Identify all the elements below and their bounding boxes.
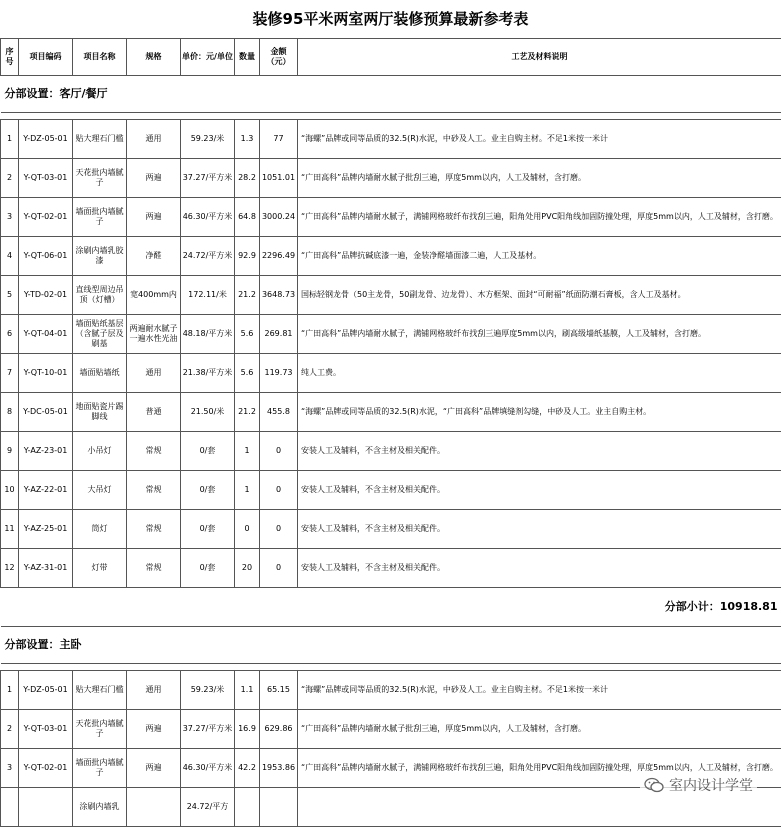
header-code: 项目编码 <box>19 39 73 76</box>
cell-name: 涂刷内墙乳 <box>73 788 127 827</box>
cell-spec: 通用 <box>127 354 181 393</box>
cell-price: 24.72/平方 <box>181 788 235 827</box>
cell-amount: 77 <box>260 120 298 159</box>
cell-code: Y-QT-03-01 <box>19 710 73 749</box>
table-row <box>1 671 781 710</box>
cell-qty: 28.2 <box>235 159 260 198</box>
table-row <box>1 198 781 237</box>
cell-seq: 2 <box>1 159 19 198</box>
cell-name: 灯带 <box>73 549 127 588</box>
cell-name: 墙面批内墙腻子 <box>73 749 127 788</box>
cell-qty: 1 <box>235 471 260 510</box>
cell-desc: 纯人工费。 <box>298 354 781 393</box>
watermark <box>640 773 757 797</box>
watermark-text: 室内设计学堂 <box>669 775 753 795</box>
header-name: 项目名称 <box>73 39 127 76</box>
cell-amount: 65.15 <box>260 671 298 710</box>
cell-price: 0/套 <box>181 549 235 588</box>
table-row <box>1 393 781 432</box>
subtotal-text: 分部小计：10918.81 <box>1 588 781 627</box>
header-qty: 数量 <box>235 39 260 76</box>
cell-seq: 1 <box>1 671 19 710</box>
cell-price: 37.27/平方米 <box>181 159 235 198</box>
cell-spec: 两遍 <box>127 749 181 788</box>
cell-spec: 通用 <box>127 671 181 710</box>
cell-seq: 3 <box>1 749 19 788</box>
cell-desc: “广田高科”品牌内墙耐水腻子，满铺网格玻纤布找刮三遍，阳角处用PVC阳角线加固防撞处理，厚度5mm以内，人工及辅材，含打磨。 <box>298 198 781 237</box>
cell-code: Y-QT-04-01 <box>19 315 73 354</box>
cell-desc: “海螺”品牌或同等品质的32.5(R)水泥，中砂及人工。业主自购主材。不足1米按一米计 <box>298 671 781 710</box>
cell-name: 小吊灯 <box>73 432 127 471</box>
gap-cell <box>1 664 781 671</box>
cell-price: 59.23/米 <box>181 671 235 710</box>
cell-seq: 6 <box>1 315 19 354</box>
cell-spec: 宽400mm内 <box>127 276 181 315</box>
cell-desc: 安装人工及辅料，不含主材及相关配件。 <box>298 510 781 549</box>
budget-table <box>0 38 781 827</box>
cell-price: 46.30/平方米 <box>181 198 235 237</box>
header-amount: 金额（元） <box>260 39 298 76</box>
subtotal-row <box>1 588 781 627</box>
cell-qty: 16.9 <box>235 710 260 749</box>
cell-seq: 8 <box>1 393 19 432</box>
cell-amount: 0 <box>260 432 298 471</box>
page-title: 装修95平米两室两厅装修预算最新参考表 <box>0 0 781 38</box>
section-gap <box>1 113 781 120</box>
cell-code: Y-DZ-05-01 <box>19 120 73 159</box>
cell-desc: 安装人工及辅料，不含主材及相关配件。 <box>298 432 781 471</box>
cell-price: 59.23/米 <box>181 120 235 159</box>
cell-qty: 21.2 <box>235 276 260 315</box>
cell-code: Y-QT-03-01 <box>19 159 73 198</box>
cell-price: 0/套 <box>181 471 235 510</box>
cell-amount: 0 <box>260 549 298 588</box>
cell-code: Y-QT-10-01 <box>19 354 73 393</box>
cell-qty: 0 <box>235 510 260 549</box>
cell-seq: 12 <box>1 549 19 588</box>
cell-code: Y-QT-06-01 <box>19 237 73 276</box>
cell-seq: 9 <box>1 432 19 471</box>
cell-code <box>19 788 73 827</box>
cell-seq: 10 <box>1 471 19 510</box>
cell-price: 24.72/平方米 <box>181 237 235 276</box>
cell-amount: 629.86 <box>260 710 298 749</box>
cell-name: 天花批内墙腻子 <box>73 710 127 749</box>
cell-seq: 2 <box>1 710 19 749</box>
cell-desc: “广田高科”品牌内墙耐水腻子批刮三遍，厚度5mm以内，人工及辅材，含打磨。 <box>298 710 781 749</box>
cell-amount: 3648.73 <box>260 276 298 315</box>
cell-spec: 常规 <box>127 471 181 510</box>
cell-name: 地面贴瓷片踢脚线 <box>73 393 127 432</box>
cell-seq: 7 <box>1 354 19 393</box>
cell-qty: 20 <box>235 549 260 588</box>
table-row <box>1 432 781 471</box>
cell-amount: 2296.49 <box>260 237 298 276</box>
cell-qty: 1 <box>235 432 260 471</box>
cell-code: Y-DC-05-01 <box>19 393 73 432</box>
cell-amount <box>260 788 298 827</box>
cell-desc: “广田高科”品牌内墙耐水腻子批刮三遍，厚度5mm以内，人工及辅材，含打磨。 <box>298 159 781 198</box>
cell-price: 37.27/平方米 <box>181 710 235 749</box>
table-row <box>1 510 781 549</box>
gap-cell <box>1 113 781 120</box>
cell-qty: 5.6 <box>235 354 260 393</box>
cell-price: 0/套 <box>181 432 235 471</box>
table-row <box>1 710 781 749</box>
cell-qty: 1.3 <box>235 120 260 159</box>
cell-seq: 4 <box>1 237 19 276</box>
cell-code: Y-AZ-31-01 <box>19 549 73 588</box>
cell-name: 贴大理石门槛 <box>73 120 127 159</box>
cell-desc: 国标轻钢龙骨（50主龙骨，50副龙骨、边龙骨）、木方框架、面封“可耐福”纸面防潮石膏板，含人工及基材。 <box>298 276 781 315</box>
cell-qty: 42.2 <box>235 749 260 788</box>
header-price: 单价：元/单位 <box>181 39 235 76</box>
header-seq: 序号 <box>1 39 19 76</box>
cell-desc: “广田高科”品牌抗碱底漆一遍，金装净醛墙面漆二遍，人工及基材。 <box>298 237 781 276</box>
cell-price: 0/套 <box>181 510 235 549</box>
cell-qty: 5.6 <box>235 315 260 354</box>
cell-seq: 1 <box>1 120 19 159</box>
cell-qty <box>235 788 260 827</box>
cell-amount: 455.8 <box>260 393 298 432</box>
section-label: 分部设置：客厅/餐厅 <box>1 76 781 113</box>
cell-desc: “海螺”品牌或同等品质的32.5(R)水泥，中砂及人工。业主自购主材。不足1米按一米计 <box>298 120 781 159</box>
cell-spec: 常规 <box>127 432 181 471</box>
cell-amount: 269.81 <box>260 315 298 354</box>
cell-amount: 1953.86 <box>260 749 298 788</box>
table-row <box>1 315 781 354</box>
table-row <box>1 471 781 510</box>
cell-spec: 两遍耐水腻子一遍水性光油 <box>127 315 181 354</box>
cell-spec: 通用 <box>127 120 181 159</box>
cell-desc: “海螺”品牌或同等品质的32.5(R)水泥，“广田高科”品牌填缝剂勾缝，中砂及人工。业主自购主材。 <box>298 393 781 432</box>
table-row <box>1 354 781 393</box>
cell-qty: 21.2 <box>235 393 260 432</box>
cell-code: Y-DZ-05-01 <box>19 671 73 710</box>
cell-desc: “广田高科”品牌内墙耐水腻子，满铺网格玻纤布找刮三遍厚度5mm以内，刷高级墙纸基膜，人工及辅材，含打磨。 <box>298 315 781 354</box>
cell-desc: 安装人工及辅料，不含主材及相关配件。 <box>298 471 781 510</box>
table-header-row <box>1 39 781 76</box>
cell-spec: 常规 <box>127 549 181 588</box>
cell-qty: 64.8 <box>235 198 260 237</box>
cell-name: 直线型周边吊顶（灯槽） <box>73 276 127 315</box>
table-row <box>1 159 781 198</box>
cell-code: Y-AZ-23-01 <box>19 432 73 471</box>
cell-name: 墙面贴墙纸 <box>73 354 127 393</box>
cell-qty: 1.1 <box>235 671 260 710</box>
cell-spec: 普通 <box>127 393 181 432</box>
cell-seq: 3 <box>1 198 19 237</box>
cell-seq: 5 <box>1 276 19 315</box>
cell-amount: 3000.24 <box>260 198 298 237</box>
cell-price: 172.11/米 <box>181 276 235 315</box>
cell-code: Y-AZ-25-01 <box>19 510 73 549</box>
table-row <box>1 120 781 159</box>
cell-amount: 119.73 <box>260 354 298 393</box>
cell-code: Y-QT-02-01 <box>19 749 73 788</box>
table-row <box>1 237 781 276</box>
table-row <box>1 276 781 315</box>
cell-price: 46.30/平方米 <box>181 749 235 788</box>
cell-price: 21.50/米 <box>181 393 235 432</box>
cell-seq <box>1 788 19 827</box>
cell-name: 大吊灯 <box>73 471 127 510</box>
cell-name: 天花批内墙腻子 <box>73 159 127 198</box>
cell-name: 筒灯 <box>73 510 127 549</box>
cell-code: Y-TD-02-01 <box>19 276 73 315</box>
header-desc: 工艺及材料说明 <box>298 39 781 76</box>
cell-spec: 两遍 <box>127 198 181 237</box>
cell-code: Y-AZ-22-01 <box>19 471 73 510</box>
cell-spec: 两遍 <box>127 159 181 198</box>
cell-code: Y-QT-02-01 <box>19 198 73 237</box>
section-header <box>1 76 781 113</box>
section-header <box>1 627 781 664</box>
table-row <box>1 549 781 588</box>
cell-spec: 净醛 <box>127 237 181 276</box>
cell-desc: “广田高科”品牌内墙耐水腻子，满铺网格玻纤布找刮三遍，阳角处用PVC阳角线加固防撞处理，厚度5mm以内，人工及辅材，含打磨。 <box>298 749 781 788</box>
cell-name: 墙面贴纸基层（含腻子层及刷基 <box>73 315 127 354</box>
cell-seq: 11 <box>1 510 19 549</box>
header-spec: 规格 <box>127 39 181 76</box>
cell-spec: 常规 <box>127 510 181 549</box>
section-label: 分部设置：主卧 <box>1 627 781 664</box>
cell-desc: 安装人工及辅料，不含主材及相关配件。 <box>298 549 781 588</box>
cell-price: 21.38/平方米 <box>181 354 235 393</box>
cell-price: 48.18/平方米 <box>181 315 235 354</box>
cell-amount: 0 <box>260 471 298 510</box>
section-gap <box>1 664 781 671</box>
cell-qty: 92.9 <box>235 237 260 276</box>
cell-spec: 两遍 <box>127 710 181 749</box>
cell-name: 墙面批内墙腻子 <box>73 198 127 237</box>
cell-name: 涂刷内墙乳胶漆 <box>73 237 127 276</box>
cell-amount: 1051.01 <box>260 159 298 198</box>
cell-name: 贴大理石门槛 <box>73 671 127 710</box>
wechat-icon <box>644 777 664 793</box>
cell-spec <box>127 788 181 827</box>
cell-amount: 0 <box>260 510 298 549</box>
